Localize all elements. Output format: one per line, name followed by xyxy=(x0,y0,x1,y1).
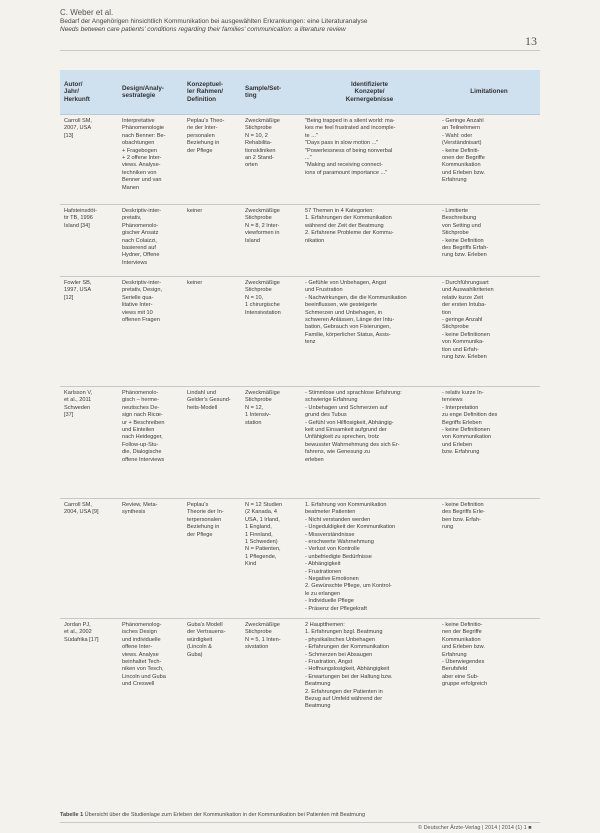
article-title-english: Needs between care patients' conditions regarding their families' communication: a literature review xyxy=(60,26,346,33)
table-row xyxy=(60,115,540,205)
header-limitations: Limitationen xyxy=(438,70,540,115)
table-row xyxy=(60,499,540,619)
cell-author: Fowler SB, 1997, USA [12] xyxy=(60,277,118,387)
header-design: Design/Analy- sestrategie xyxy=(118,70,183,115)
cell-limitations: - relativ kurze In- terviews - Interpretation zu enge Definition des Begriffs Erleben - keine Definitionen von Kommunikation und Erleben bzw. Erfahrung xyxy=(438,387,540,499)
table-row xyxy=(60,277,540,387)
article-title-german: Bedarf der Angehörigen hinsichtlich Kommunikation bei ausgewählten Erkrankungen: eine Literaturanalyse xyxy=(60,18,368,25)
literature-table xyxy=(60,70,540,719)
page-header xyxy=(60,8,540,34)
article-authors: C. Weber et al. xyxy=(60,8,114,17)
cell-author: Jordan PJ, et al., 2002 Südafrika [17] xyxy=(60,619,118,719)
cell-findings: 1. Erfahrung von Kommunikation beatmeter Patienten - Nicht verstanden werden - Ungeduldigkeit der Kommunikation - Missverständnisse - erschwerte Wahrnehmung - Verlust von Kontrolle - unbefriedigte Bedürfnisse - Abhängigkeit - Frustrationen - Negative Emotionen 2. Gewünschte Pflege, um Kontrol- le zu erlangen - Individuelle Pflege - Präsenz der Pflegekraft xyxy=(301,499,438,619)
table-row xyxy=(60,205,540,277)
cell-findings: 2 Hauptthemen: 1. Erfahrungen bzgl. Beatmung - physikalisches Unbehagen - Erfahrungen der Kommunikation - Schmerzen bei Absaugen - Frustration, Angst - Hoffnungslosigkeit, Abhängigkeit - Erwartungen bei der Haltung bzw. Beatmung 2. Erfahrungen der Patienten in Bezug auf Umfeld während der Beatmung xyxy=(301,619,438,719)
caption-text: Übersicht über die Studienlage zum Erleben der Kommunikation in der Kommunikation bei Patienten mit Beatmung xyxy=(84,812,366,818)
table-caption xyxy=(60,812,365,818)
cell-framework: Peplau's Theorie der In- terpersonalen Beziehung in der Pflege xyxy=(183,499,241,619)
table-row xyxy=(60,619,540,719)
caption-label: Tabelle 1 xyxy=(60,812,84,818)
cell-sample: Zweckmäßige Stichprobe N = 10, 2 Rehabilita- tionskliniken an 2 Stand- orten xyxy=(241,115,301,205)
footer-rule xyxy=(60,822,540,823)
cell-author: Carroll SM, 2007, USA [13] xyxy=(60,115,118,205)
cell-author: Hafsteinsdót- tir TB, 1996 Island [34] xyxy=(60,205,118,277)
cell-limitations: - Geringe Anzahl an Teilnehmern - Wahl: oder (Verständnisart) - keine Definiti- onen der Begriffe Kommunikation und Erleben bzw. Erfahrung xyxy=(438,115,540,205)
page-number: 13 xyxy=(525,34,537,48)
cell-findings: 57 Themen in 4 Kategorien: 1. Erfahrungen der Kommunikation während der Zeit der Beatmung 2. Erfahrene Probleme der Kommu- nikation xyxy=(301,205,438,277)
cell-framework: Peplau's Theo- rie der Inter- personalen Beziehung in der Pflege xyxy=(183,115,241,205)
header-framework: Konzeptuel- ler Rahmen/ Definition xyxy=(183,70,241,115)
cell-sample: Zweckmäßige Stichprobe N = 12, 1 Intensiv- station xyxy=(241,387,301,499)
header-findings: Identifizierte Konzepte/ Kernergebnisse xyxy=(301,70,438,115)
cell-limitations: - keine Definition des Begriffs Erle- ben bzw. Erfah- rung xyxy=(438,499,540,619)
cell-sample: Zweckmäßige Stichprobe N = 5, 1 Inten- sivstation xyxy=(241,619,301,719)
cell-sample: Zweckmäßige Stichprobe N = 8, 2 Inter- viewformen in Island xyxy=(241,205,301,277)
cell-design: Interpretative Phänomenologie nach Benner: Be- obachtungen + Fragebogen + 2 offene Inter- views. Analyse- techniken von Benner und van Manen xyxy=(118,115,183,205)
cell-framework: keiner xyxy=(183,277,241,387)
cell-design: Review, Meta- synthesis xyxy=(118,499,183,619)
cell-design: Deskriptiv-inter- pretativ, Design, Serielle qua- litative Inter- views mit 10 offenen Fragen xyxy=(118,277,183,387)
cell-findings: - Gefühle von Unbehagen, Angst und Frustration - Nachwirkungen, die die Kommunikation beeinflussen, wie gesteigerte Schmerzen und Unbehagen, in schweren Anlässen, Länge der Intu- bation, Gebrauch von Fixierungen, Familie, körperlicher Status, Assis- tenz xyxy=(301,277,438,387)
cell-design: Phänomenolog- isches Design und individuelle offene Inter- views. Analyse beinhaltet Tech- niken von Tesch, Lincoln und Guba und Creswell xyxy=(118,619,183,719)
cell-limitations: - Durchführungsart und Auswahlkriterien relativ kurze Zeit der ersten Intuba- tion - geringe Anzahl Stichprobe - keine Definitionen von Kommunika- tion und Erfah- rung bzw. Erleben xyxy=(438,277,540,387)
cell-design: Deskriptiv-inter- pretativ, Phänomenolo- gischer Ansatz nach Colaizzi, basierend auf Hydner, Offene Interviews xyxy=(118,205,183,277)
cell-findings: "Being trapped in a silent world: ma- kes me feel frustrated and incomple- te ..." "Days pass in slow motion ..." "Powerlessness of being nonverbal ..." "Making and receiving connect- ions of paramount importance ..." xyxy=(301,115,438,205)
page-footer: © Deutscher Ärzte-Verlag | 2014 | 2014 (1) 1 ■ xyxy=(418,825,532,831)
table-row xyxy=(60,387,540,499)
cell-framework: Lindahl und Gelder's Gesund- heits-Modell xyxy=(183,387,241,499)
cell-framework: Guba's Modell der Vertrauens- würdigkeit (Lincoln & Guba) xyxy=(183,619,241,719)
cell-limitations: - keine Definitio- nen der Begriffe Kommunikation und Erleben bzw. Erfahrung - Überwiegendes Berufsfeld aber eine Sub- gruppe erfolgreich xyxy=(438,619,540,719)
header-rule xyxy=(60,50,540,51)
cell-framework: keiner xyxy=(183,205,241,277)
cell-findings: - Stimmlose und sprachlose Erfahrung: schwierige Erfahrung - Unbehagen und Schmerzen auf grund des Tubus - Gefühl von Hilflosigkeit, Abhängig- keit und Einsamkeit aufgrund der Unfähigkeit zu sprechen, trotz bewusster Wahrnehmung des sich Er- fahrens, wie Genesung zu erleben xyxy=(301,387,438,499)
cell-sample: N = 12 Studien (2 Kanada, 4 USA, 1 Irland, 1 England, 1 Finnland, 1 Schweden) N = Patienten, 1 Pflegende, Kind xyxy=(241,499,301,619)
cell-limitations: - Limitierte Beschreibung von Setting und Stichprobe - keine Definition des Begriffs Erfah- rung bzw. Erleben xyxy=(438,205,540,277)
cell-sample: Zweckmäßige Stichprobe N = 10, 1 chirurgische Intensivstation xyxy=(241,277,301,387)
cell-author: Carroll SM, 2004, USA [9] xyxy=(60,499,118,619)
cell-design: Phänomenolo- gisch – herme- neutisches De- sign nach Ricœ- ur + Beschreiben und Einteilen nach Heidegger, Follow-up-Stu- die, Dialogische offene Interviews xyxy=(118,387,183,499)
cell-author: Karlsson V, et al., 2011 Schweden [37] xyxy=(60,387,118,499)
table-header-row xyxy=(60,70,540,115)
header-sample: Sample/Set- ting xyxy=(241,70,301,115)
header-author: Autor/ Jahr/ Herkunft xyxy=(60,70,118,115)
